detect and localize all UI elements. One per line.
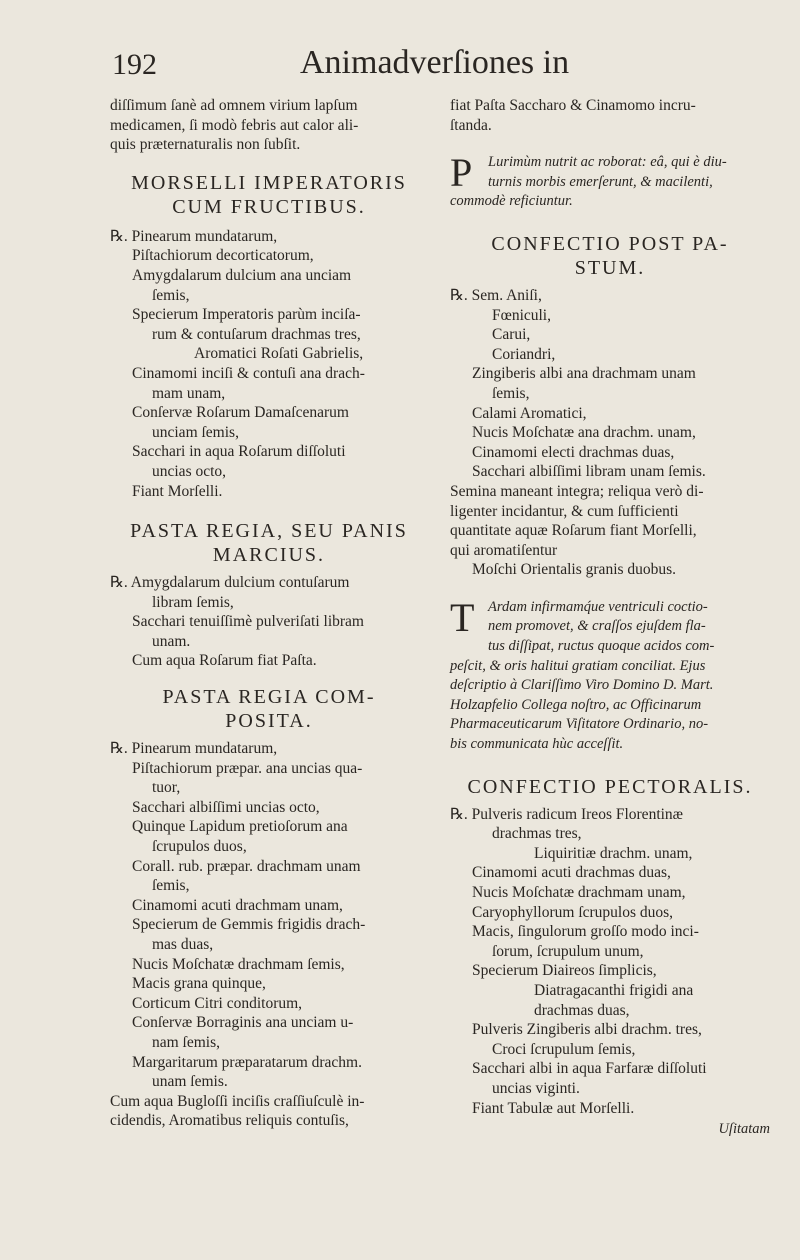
recipe-line: Croci ſcrupulum ſemis, bbox=[492, 1040, 636, 1058]
recipe-line: mam unam, bbox=[152, 384, 226, 402]
recipe-line: drachmas duas, bbox=[534, 1001, 630, 1019]
commentary-note bbox=[450, 150, 770, 212]
recipe-line: Margaritarum præparatarum drachm. bbox=[132, 1053, 362, 1071]
section-heading bbox=[110, 171, 428, 219]
note-line: tus diſſipat, ructus quoque acidos com- bbox=[488, 638, 715, 655]
recipe-line: Cinamomi inciſi & contuſi ana drach- bbox=[132, 364, 365, 382]
recipe-line: Nucis Moſchatæ drachmam unam, bbox=[472, 884, 686, 901]
recipe-line: drachmas tres, bbox=[492, 825, 582, 843]
recipe-line: Quinque Lapidum pretioſorum ana bbox=[132, 818, 348, 836]
right-column bbox=[450, 96, 770, 1140]
heading-line: MARCIUS. bbox=[212, 544, 326, 567]
running-head: Animadverſiones in bbox=[300, 44, 570, 81]
recipe-confectio-post-pastum bbox=[450, 286, 770, 580]
recipe-line: Coriandri, bbox=[492, 345, 556, 363]
note-line: Ardam infirmamq́ue ventriculi coctio- bbox=[488, 598, 708, 615]
recipe-line: ſcrupulos duos, bbox=[152, 838, 247, 856]
note-line: Pharmaceuticarum Viſitatore Ordinario, no- bbox=[450, 716, 709, 733]
recipe-line: Conſervæ Roſarum Damaſcenarum bbox=[132, 404, 349, 422]
heading-line: CONFECTIO PECTORALIS. bbox=[467, 775, 753, 798]
recipe-line: Calami Aromatici, bbox=[472, 404, 587, 422]
heading-line: POSITA. bbox=[225, 710, 313, 733]
note-line: deſcriptio à Clariſſimo Viro Domino D. Mart. bbox=[450, 677, 714, 694]
recipe-line: Liquiritiæ drachm. unam, bbox=[534, 844, 693, 862]
recipe-line: Moſchi Orientalis granis duobus. bbox=[472, 561, 677, 579]
recipe-line: Sacchari tenuiſſimè pulveriſati libram bbox=[132, 613, 364, 631]
recipe-line: Piſtachiorum decorticatorum, bbox=[132, 247, 314, 265]
recipe-line: Specierum Imperatoris parùm inciſa- bbox=[132, 306, 361, 324]
drop-cap: P bbox=[450, 150, 473, 196]
text-line: fiat Paſta Saccharo & Cinamomo incru- bbox=[450, 97, 696, 114]
recipe-line: Sacchari in aqua Roſarum diſſoluti bbox=[132, 443, 346, 461]
note-line: bis communicata hùc acceſſit. bbox=[450, 736, 624, 753]
text-line: medicamen, ſi modò febris aut calor ali- bbox=[110, 116, 359, 134]
recipe-line: cidendis, Aromatibus reliquis contuſis, bbox=[110, 1112, 349, 1130]
heading-line: CUM FRUCTIBUS. bbox=[172, 195, 366, 218]
left-column bbox=[110, 96, 428, 1131]
page-number: 192 bbox=[112, 48, 157, 81]
text-line: diſſimum ſanè ad omnem virium lapſum bbox=[110, 97, 358, 114]
text-line: quis præternaturalis non ſubſit. bbox=[110, 136, 301, 154]
recipe-line: Nucis Moſchatæ ana drachm. unam, bbox=[472, 424, 696, 442]
recipe-line: Cinamomi electi drachmas duas, bbox=[472, 443, 675, 461]
recipe-line: Fœniculi, bbox=[492, 306, 551, 324]
recipe-line: Cinamomi acuti drachmas duas, bbox=[472, 864, 671, 882]
section-heading bbox=[110, 685, 428, 733]
recipe-line: Corall. rub. præpar. drachmam unam bbox=[132, 857, 361, 875]
recipe-line: quantitate aquæ Roſarum fiant Morſelli, bbox=[450, 522, 697, 540]
recipe-line: Pulveris Zingiberis albi drachm. tres, bbox=[472, 1021, 702, 1039]
recipe-line: Specierum Diaireos ſimplicis, bbox=[472, 962, 657, 980]
recipe-line: nam ſemis, bbox=[152, 1033, 221, 1051]
recipe-pasta-regia bbox=[110, 573, 428, 671]
note-line: peſcit, & oris halitui gratiam conciliat. Ejus bbox=[450, 657, 706, 674]
note-line: Lurimùm nutrit ac roborat: eâ, qui è diu- bbox=[488, 154, 727, 171]
recipe-line: Sacchari albi in aqua Farfaræ diſſoluti bbox=[472, 1060, 707, 1078]
recipe-confectio-pectoralis bbox=[450, 805, 770, 1119]
recipe-line: ℞. Pulveris radicum Ireos Florentinæ bbox=[450, 805, 684, 823]
recipe-line: Aromatici Roſati Gabrielis, bbox=[194, 345, 364, 363]
recipe-line: ligenter incidantur, & cum ſufficienti bbox=[450, 502, 679, 520]
note-line: turnis morbis emerſerunt, & macilenti, bbox=[488, 173, 713, 190]
recipe-line: ℞. Pinearum mundatarum, bbox=[110, 740, 278, 758]
recipe-line: Diatragacanthi frigidi ana bbox=[534, 981, 694, 999]
recipe-line: ſemis, bbox=[492, 384, 530, 402]
recipe-line: Macis, ſingulorum groſſo modo inci- bbox=[472, 923, 699, 941]
drop-cap: T bbox=[450, 594, 475, 640]
recipe-line: Carui, bbox=[492, 326, 531, 344]
recipe-line: Fiant Tabulæ aut Morſelli. bbox=[472, 1099, 635, 1117]
recipe-line: unam. bbox=[152, 632, 191, 650]
recipe-line: Cum aqua Roſarum fiat Paſta. bbox=[132, 652, 317, 670]
recipe-line: Corticum Citri conditorum, bbox=[132, 994, 303, 1012]
recipe-line: libram ſemis, bbox=[152, 593, 234, 611]
recipe-line: uncias octo, bbox=[152, 462, 227, 480]
heading-line: STUM. bbox=[574, 256, 646, 279]
recipe-line: ſorum, ſcrupulum unum, bbox=[492, 942, 644, 960]
recipe-line: ſemis, bbox=[152, 877, 190, 895]
recipe-line: ſemis, bbox=[152, 286, 190, 304]
recipe-line: Semina maneant integra; reliqua verò di- bbox=[450, 482, 704, 500]
recipe-morselli bbox=[110, 227, 428, 501]
recipe-line: Macis grana quinque, bbox=[132, 975, 266, 993]
recipe-line: Sacchari albiſſimi libram unam ſemis. bbox=[472, 463, 706, 481]
recipe-line: qui aromatiſentur bbox=[450, 541, 558, 559]
section-heading bbox=[450, 775, 770, 799]
note-line: nem promovet, & craſſos ejuſdem fla- bbox=[488, 618, 706, 635]
catchword: Uſitatam bbox=[718, 1121, 770, 1138]
recipe-line: Cinamomi acuti drachmam unam, bbox=[132, 896, 343, 914]
recipe-line: Zingiberis albi ana drachmam unam bbox=[472, 365, 696, 383]
recipe-line: Amygdalarum dulcium ana unciam bbox=[132, 266, 352, 284]
recipe-line: ℞. Pinearum mundatarum, bbox=[110, 227, 278, 245]
recipe-line: ℞. Amygdalarum dulcium contuſarum bbox=[110, 574, 350, 592]
recipe-line: Caryophyllorum ſcrupulos duos, bbox=[472, 903, 674, 921]
recipe-line: Nucis Moſchatæ drachmam ſemis, bbox=[132, 955, 345, 973]
section-heading bbox=[450, 232, 770, 280]
recipe-line: Specierum de Gemmis frigidis drach- bbox=[132, 916, 366, 934]
text-line: ſtanda. bbox=[450, 116, 492, 134]
recipe-line: Conſervæ Borraginis ana unciam u- bbox=[132, 1014, 354, 1032]
recipe-line: Sacchari albiſſimi uncias octo, bbox=[132, 798, 320, 816]
note-line: Holzapfelio Collega noſtro, ac Officinarum bbox=[450, 696, 702, 713]
commentary-note bbox=[450, 594, 770, 755]
heading-line: PASTA REGIA COM- bbox=[162, 686, 376, 709]
recipe-line: tuor, bbox=[152, 779, 181, 797]
recipe-line: Piſtachiorum præpar. ana uncias qua- bbox=[132, 759, 363, 777]
section-heading bbox=[110, 519, 428, 567]
recipe-line: unciam ſemis, bbox=[152, 423, 239, 441]
recipe-line: Fiant Morſelli. bbox=[132, 482, 223, 500]
recipe-line: mas duas, bbox=[152, 936, 214, 953]
recipe-line: Cum aqua Bugloſſi inciſis craſſiuſculè in- bbox=[110, 1092, 365, 1110]
recipe-line: uncias viginti. bbox=[492, 1079, 580, 1097]
heading-line: PASTA REGIA, SEU PANIS bbox=[130, 520, 408, 543]
recipe-line: rum & contuſarum drachmas tres, bbox=[152, 325, 361, 343]
recipe-line: unam ſemis. bbox=[152, 1073, 228, 1091]
recipe-pasta-composita bbox=[110, 739, 428, 1131]
note-line: commodè reficiuntur. bbox=[450, 193, 573, 210]
heading-line: MORSELLI IMPERATORIS bbox=[131, 171, 407, 194]
heading-line: CONFECTIO POST PA- bbox=[491, 232, 729, 255]
recipe-line: ℞. Sem. Aniſi, bbox=[450, 286, 542, 304]
